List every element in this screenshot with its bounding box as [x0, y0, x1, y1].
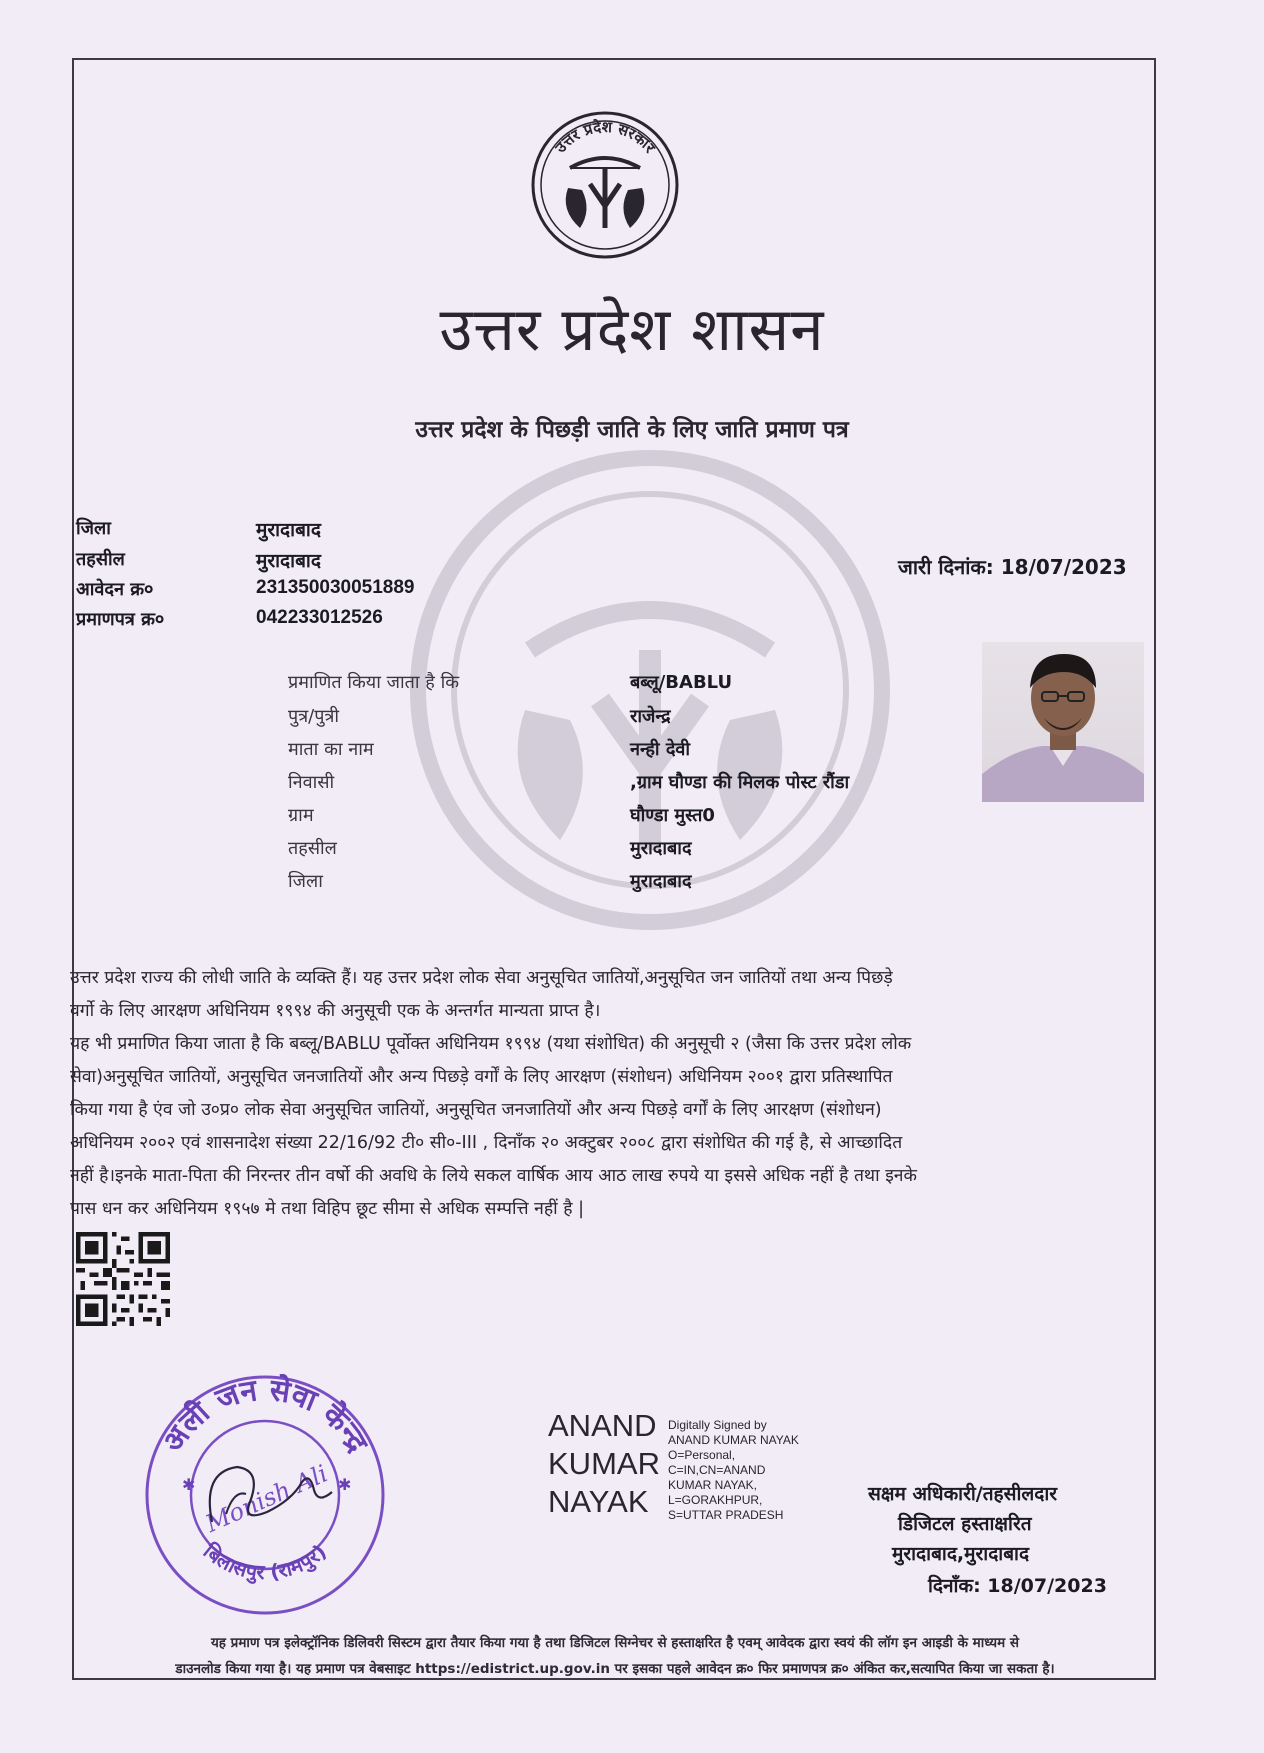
stamp-bottom-text: बिलासपुर (रामपुर)	[198, 1539, 332, 1585]
detail-label: ग्राम	[288, 805, 314, 826]
signer-name-line: NAYAK	[548, 1484, 649, 1519]
digital-signature-details	[668, 1418, 838, 1523]
footer-note	[92, 1630, 1138, 1682]
officer-location: मुरादाबाद,मुरादाबाद	[892, 1543, 1030, 1565]
paragraph-line: यह भी प्रमाणित किया जाता है कि बब्लू/BABLU पूर्वोक्त अधिनियम १९९४ (यथा संशोधित) की अनुसूची २ (जैसा कि उत्तर प्रदेश लोक	[70, 1034, 912, 1054]
detail-label: जिला	[288, 871, 323, 892]
signature-detail-line: ANAND KUMAR NAYAK	[668, 1433, 799, 1447]
signature-detail-line: Digitally Signed by	[668, 1418, 767, 1432]
village: घौण्डा मुस्त0	[630, 805, 715, 826]
tehsil-value: मुरादाबाद	[256, 551, 321, 572]
emblem-text: उत्तर प्रदेश सरकार	[551, 117, 659, 157]
paragraph-line: उत्तर प्रदेश राज्य की लोधी जाति के व्यक्ति हैं। यह उत्तर प्रदेश लोक सेवा अनुसूचित जातियों,अनुसूचित जन जातियों तथा अन्य पिछड़े	[70, 968, 893, 988]
paragraph-line: नहीं है।इनके माता-पिता की निरन्तर तीन वर्षो की अवधि के लिये सकल वार्षिक आय आठ लाख रुपये या इससे अधिक नहीं है तथा इनके	[70, 1166, 917, 1186]
signature-detail-line: KUMAR NAYAK,	[668, 1478, 757, 1492]
application-no-label: आवेदन क्र०	[76, 579, 154, 600]
applicant-name: बब्लू/BABLU	[630, 672, 733, 693]
svg-text:✱: ✱	[338, 1475, 352, 1494]
detail-label: निवासी	[288, 772, 335, 793]
officer-digital-signed: डिजिटल हस्ताक्षरित	[898, 1513, 1032, 1535]
footer-line: यह प्रमाण पत्र इलेक्ट्रॉनिक डिलिवरी सिस्टम द्वारा तैयार किया गया है तथा डिजिटल सिग्नेचर से हस्ताक्षरित है एवम् आवेदक द्वारा स्वयं की लॉग इन आइडी के माध्यम से	[210, 1635, 1020, 1651]
certificate-no-label: प्रमाणपत्र क्र०	[76, 609, 165, 630]
application-no-value: 231350030051889	[256, 577, 415, 598]
paragraph-line: पास धन कर अधिनियम १९५७ मे तथा विहिप छूट सीमा से अधिक सम्पत्ति नहीं है |	[70, 1199, 585, 1219]
jan-seva-kendra-stamp-icon	[142, 1372, 388, 1618]
issue-date: जारी दिनांक: 18/07/2023	[898, 555, 1127, 579]
paragraph-line: सेवा)अनुसूचित जातियों, अनुसूचित जनजातियों और अन्य पिछड़े वर्गों के लिए आरक्षण (संशोधन) अधिनियम २००१ द्वारा प्रतिस्थापित	[70, 1067, 893, 1087]
signer-name-line: ANAND	[548, 1408, 657, 1443]
officer-designation: सक्षम अधिकारी/तहसीलदार	[868, 1483, 1058, 1505]
signer-name-line: KUMAR	[548, 1446, 660, 1481]
district-label: जिला	[76, 518, 111, 539]
detail-label: माता का नाम	[288, 739, 374, 760]
certification-paragraph	[70, 1028, 1150, 1226]
applicant-photo	[982, 642, 1144, 802]
stamp-top-text: अली जन सेवा केन्द्र	[155, 1372, 375, 1459]
svg-text:बिलासपुर (रामपुर)	[198, 1538, 331, 1584]
paragraph-line: अधिनियम २००२ एवं शासनादेश संख्या 22/16/92 टी० सी०-III , दिनाँक २० अक्टुबर २००८ द्वारा संशोधित की गई है, से आच्छादित	[70, 1133, 903, 1153]
caste-paragraph	[70, 962, 1150, 1028]
signature-detail-line: O=Personal,	[668, 1448, 736, 1462]
paragraph-line: किया गया है एंव जो उ०प्र० लोक सेवा अनुसूचित जातियों, अनुसूचित जनजातियों और अन्य पिछड़े वर्गों के लिए आरक्षण (संशोधन)	[70, 1100, 882, 1120]
mother-name: नन्ही देवी	[630, 739, 691, 760]
svg-text:अली जन सेवा केन्द्र	[156, 1372, 376, 1459]
detail-label: तहसील	[288, 838, 337, 859]
stamp-name: Monish Ali	[201, 1459, 332, 1538]
detail-label: पुत्र/पुत्री	[288, 706, 340, 727]
officer-date: दिनाँक: 18/07/2023	[928, 1575, 1107, 1597]
father-name: राजेन्द्र	[630, 706, 671, 727]
certificate-subtitle: उत्तर प्रदेश के पिछड़ी जाति के लिए जाति प्रमाण पत्र	[415, 417, 849, 443]
tehsil: मुरादाबाद	[630, 838, 692, 859]
up-govt-emblem-icon	[530, 110, 680, 260]
page-title: उत्तर प्रदेश शासन	[439, 295, 825, 365]
certificate-no-value: 042233012526	[256, 607, 383, 628]
signature-detail-line: S=UTTAR PRADESH	[668, 1508, 784, 1522]
qr-code-icon[interactable]	[76, 1232, 170, 1326]
signature-detail-line: L=GORAKHPUR,	[668, 1493, 763, 1507]
detail-label: प्रमाणित किया जाता है कि	[288, 672, 460, 693]
district: मुरादाबाद	[630, 871, 692, 892]
svg-text:✱: ✱	[182, 1475, 196, 1494]
footer-line: डाउनलोड किया गया है। यह प्रमाण पत्र वेबसाइट https://edistrict.up.gov.in पर इसका पहले आवेदन क्र० फिर प्रमाणपत्र क्र० अंकित कर,सत्यापित किया जा सकता है।	[175, 1661, 1055, 1677]
paragraph-line: वर्गो के लिए आरक्षण अधिनियम १९९४ की अनुसूची एक के अन्तर्गत मान्यता प्राप्त है।	[70, 1001, 601, 1021]
signature-detail-line: C=IN,CN=ANAND	[668, 1463, 766, 1477]
residence: ,ग्राम घौण्डा की मिलक पोस्ट रौंडा	[630, 772, 850, 793]
tehsil-label: तहसील	[76, 549, 125, 570]
district-value: मुरादाबाद	[256, 520, 321, 541]
